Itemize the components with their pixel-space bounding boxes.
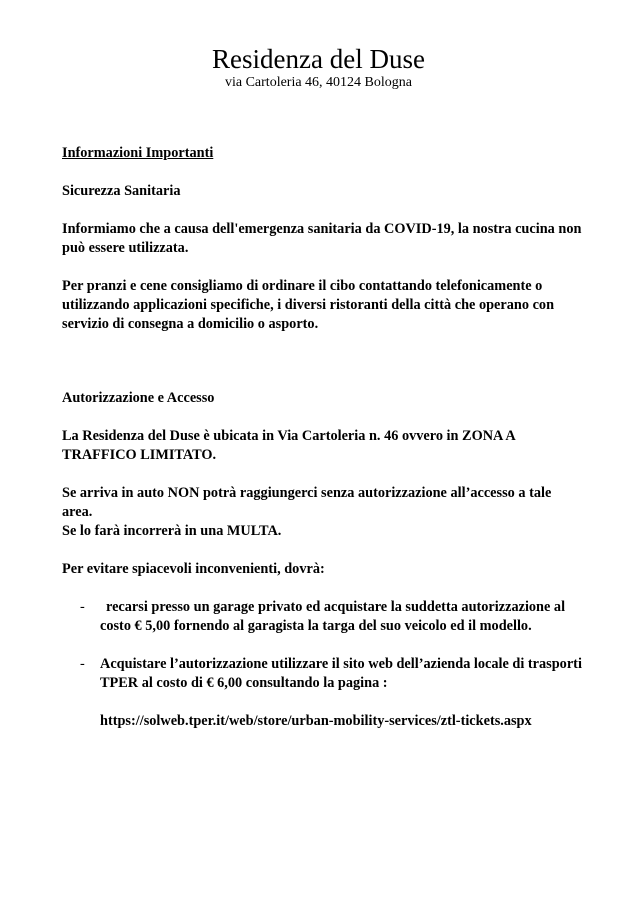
document-title: Residenza del Duse — [212, 44, 425, 74]
bullet-dash: - — [80, 656, 85, 672]
access-paragraph-3: Per evitare spiacevoli inconvenienti, dovrà: — [62, 561, 325, 577]
tper-url-link[interactable]: https://solweb.tper.it/web/store/urban-mobility-services/ztl-tickets.aspx — [100, 713, 532, 729]
access-paragraph-2-line-2: Se lo farà incorrerà in una MULTA. — [62, 523, 282, 539]
access-paragraph-2-line-1: Se arriva in auto NON potrà raggiungerci senza autorizzazione all’accesso a tale area. — [62, 485, 552, 520]
health-paragraph-2: Per pranzi e cene consigliamo di ordinare il cibo contattando telefonicamente o utilizzando applicazioni specifiche, i diversi ristoranti della città che operano con servizio di consegna a domicilio o asporto. — [62, 278, 555, 332]
bullet-dash: - — [80, 599, 85, 615]
health-paragraph-1: Informiamo che a causa dell'emergenza sanitaria da COVID-19, la nostra cucina non può essere utilizzata. — [62, 221, 582, 256]
access-heading: Autorizzazione e Accesso — [62, 390, 215, 406]
health-heading: Sicurezza Sanitaria — [62, 183, 181, 199]
list-item — [62, 655, 582, 693]
bullet-text: Acquistare l’autorizzazione utilizzare il sito web dell’azienda locale di trasporti TPER al costo di € 6,00 consultando la pagina : — [100, 656, 582, 691]
document-address: via Cartoleria 46, 40124 Bologna — [224, 75, 413, 90]
document-header — [0, 44, 637, 91]
document-body — [62, 144, 582, 731]
access-paragraph-1: La Residenza del Duse è ubicata in Via Cartoleria n. 46 ovvero in ZONA A TRAFFICO LIMITATO. — [62, 428, 515, 463]
bullet-text: recarsi presso un garage privato ed acquistare la suddetta autorizzazione al costo € 5,00 fornendo al garagista la targa del suo veicolo ed il modello. — [100, 599, 566, 634]
section-heading: Informazioni Importanti — [62, 145, 214, 161]
list-item — [62, 598, 582, 636]
